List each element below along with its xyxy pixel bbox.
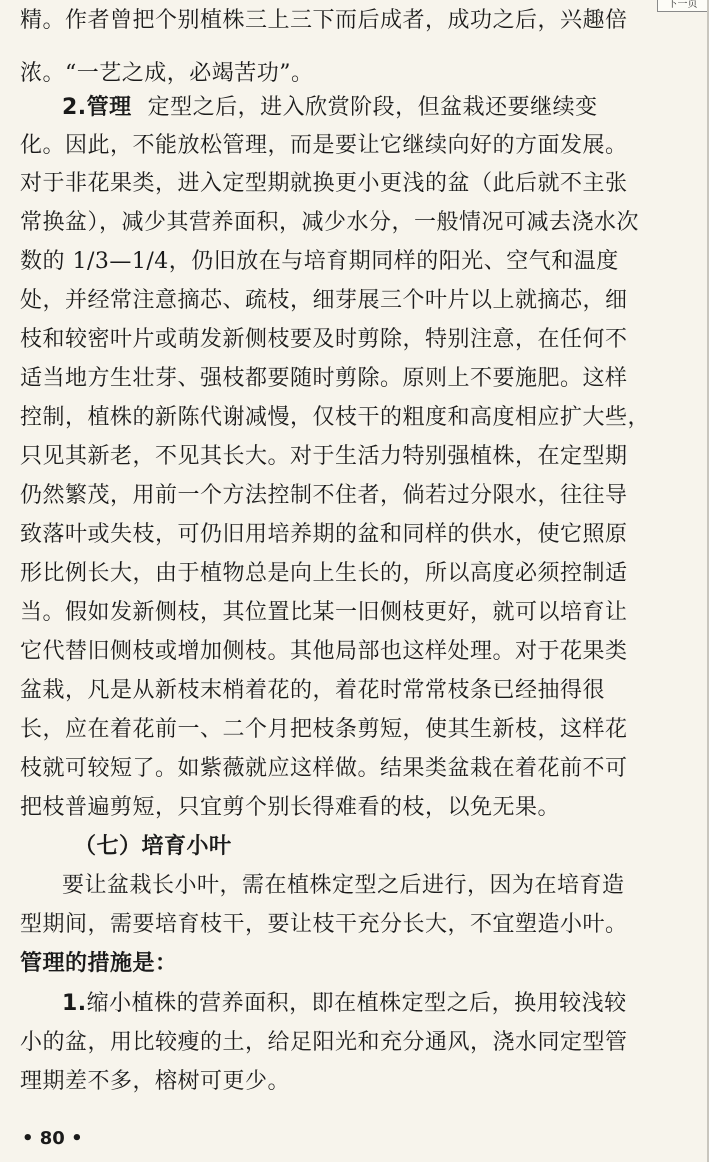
management-heading: 2.管理 — [62, 95, 132, 120]
text-line: 盆栽，凡是从新枝末梢着花的，着花时常常枝条已经抽得很 — [20, 678, 606, 703]
text-line: 当。假如发新侧枝，其位置比某一旧侧枝更好，就可以培育让 — [20, 600, 628, 625]
management-first-line — [62, 95, 598, 121]
page-number: • 80 • — [22, 1128, 83, 1149]
item-text: 缩小植株的营养面积，即在植株定型之后，换用较浅较 — [86, 991, 627, 1016]
text-line: 小的盆，用比较瘦的土，给足阳光和充分通风，浇水同定型管 — [20, 1030, 628, 1055]
text-line: 致落叶或失枝，可仍旧用培养期的盆和同样的供水，使它照原 — [20, 522, 628, 547]
text-line: 仍然繁茂，用前一个方法控制不住者，倘若过分限水，往往导 — [20, 483, 628, 508]
text-line: 理期差不多，榕树可更少。 — [20, 1069, 291, 1094]
text-line: 枝和较密叶片或萌发新侧枝要及时剪除，特别注意，在任何不 — [20, 327, 628, 352]
text-line: 浓。“一艺之成，必竭苦功”。 — [20, 61, 314, 86]
text-line: 对于非花果类，进入定型期就换更小更浅的盆（此后就不主张 — [20, 171, 628, 196]
section-heading: （七）培育小叶 — [74, 834, 232, 859]
text-line: 适当地方生壮芽、强枝都要随时剪除。原则上不要施肥。这样 — [20, 366, 628, 391]
text-line: 把枝普遍剪短，只宜剪个别长得难看的枝，以免无果。 — [20, 795, 561, 820]
text-line: 精。作者曾把个别植株三上三下而后成者，成功之后，兴趣倍 — [20, 8, 628, 33]
text-line: 控制，植株的新陈代谢减慢，仅枝干的粗度和高度相应扩大些， — [20, 405, 651, 430]
text-line: 要让盆栽长小叶，需在植株定型之后进行，因为在培育造 — [62, 873, 625, 898]
text-line: 数的 1/3—1/4，仍旧放在与培育期同样的阳光、空气和温度 — [20, 249, 619, 274]
text-line: 处，并经常注意摘芯、疏枝，细芽展三个叶片以上就摘芯，细 — [20, 288, 628, 313]
text-line: 长，应在着花前一、二个月把枝条剪短，使其生新枝，这样花 — [20, 717, 628, 742]
text-line: 常换盆），减少其营养面积，减少水分，一般情况可减去浇水次 — [20, 210, 640, 235]
item-first-line — [62, 991, 627, 1017]
next-page-button[interactable]: 下一页 — [657, 0, 707, 12]
item-label: 1. — [62, 991, 87, 1016]
text-line: 只见其新老，不见其长大。对于生活力特别强植株，在定型期 — [20, 444, 628, 469]
text-line: 它代替旧侧枝或增加侧枝。其他局部也这样处理。对于花果类 — [20, 639, 628, 664]
text-line: 型期间，需要培育枝干，要让枝干充分长大，不宜塑造小叶。 — [20, 912, 628, 937]
text-line: 管理的措施是： — [20, 951, 178, 976]
text-line: 形比例长大，由于植物总是向上生长的，所以高度必须控制适 — [20, 561, 628, 586]
text-line: 枝就可较短了。如紫薇就应这样做。结果类盆栽在着花前不可 — [20, 756, 628, 781]
management-heading-text: 定型之后，进入欣赏阶段，但盆栽还要继续变 — [147, 95, 598, 120]
text-line: 化。因此，不能放松管理，而是要让它继续向好的方面发展。 — [20, 133, 628, 158]
